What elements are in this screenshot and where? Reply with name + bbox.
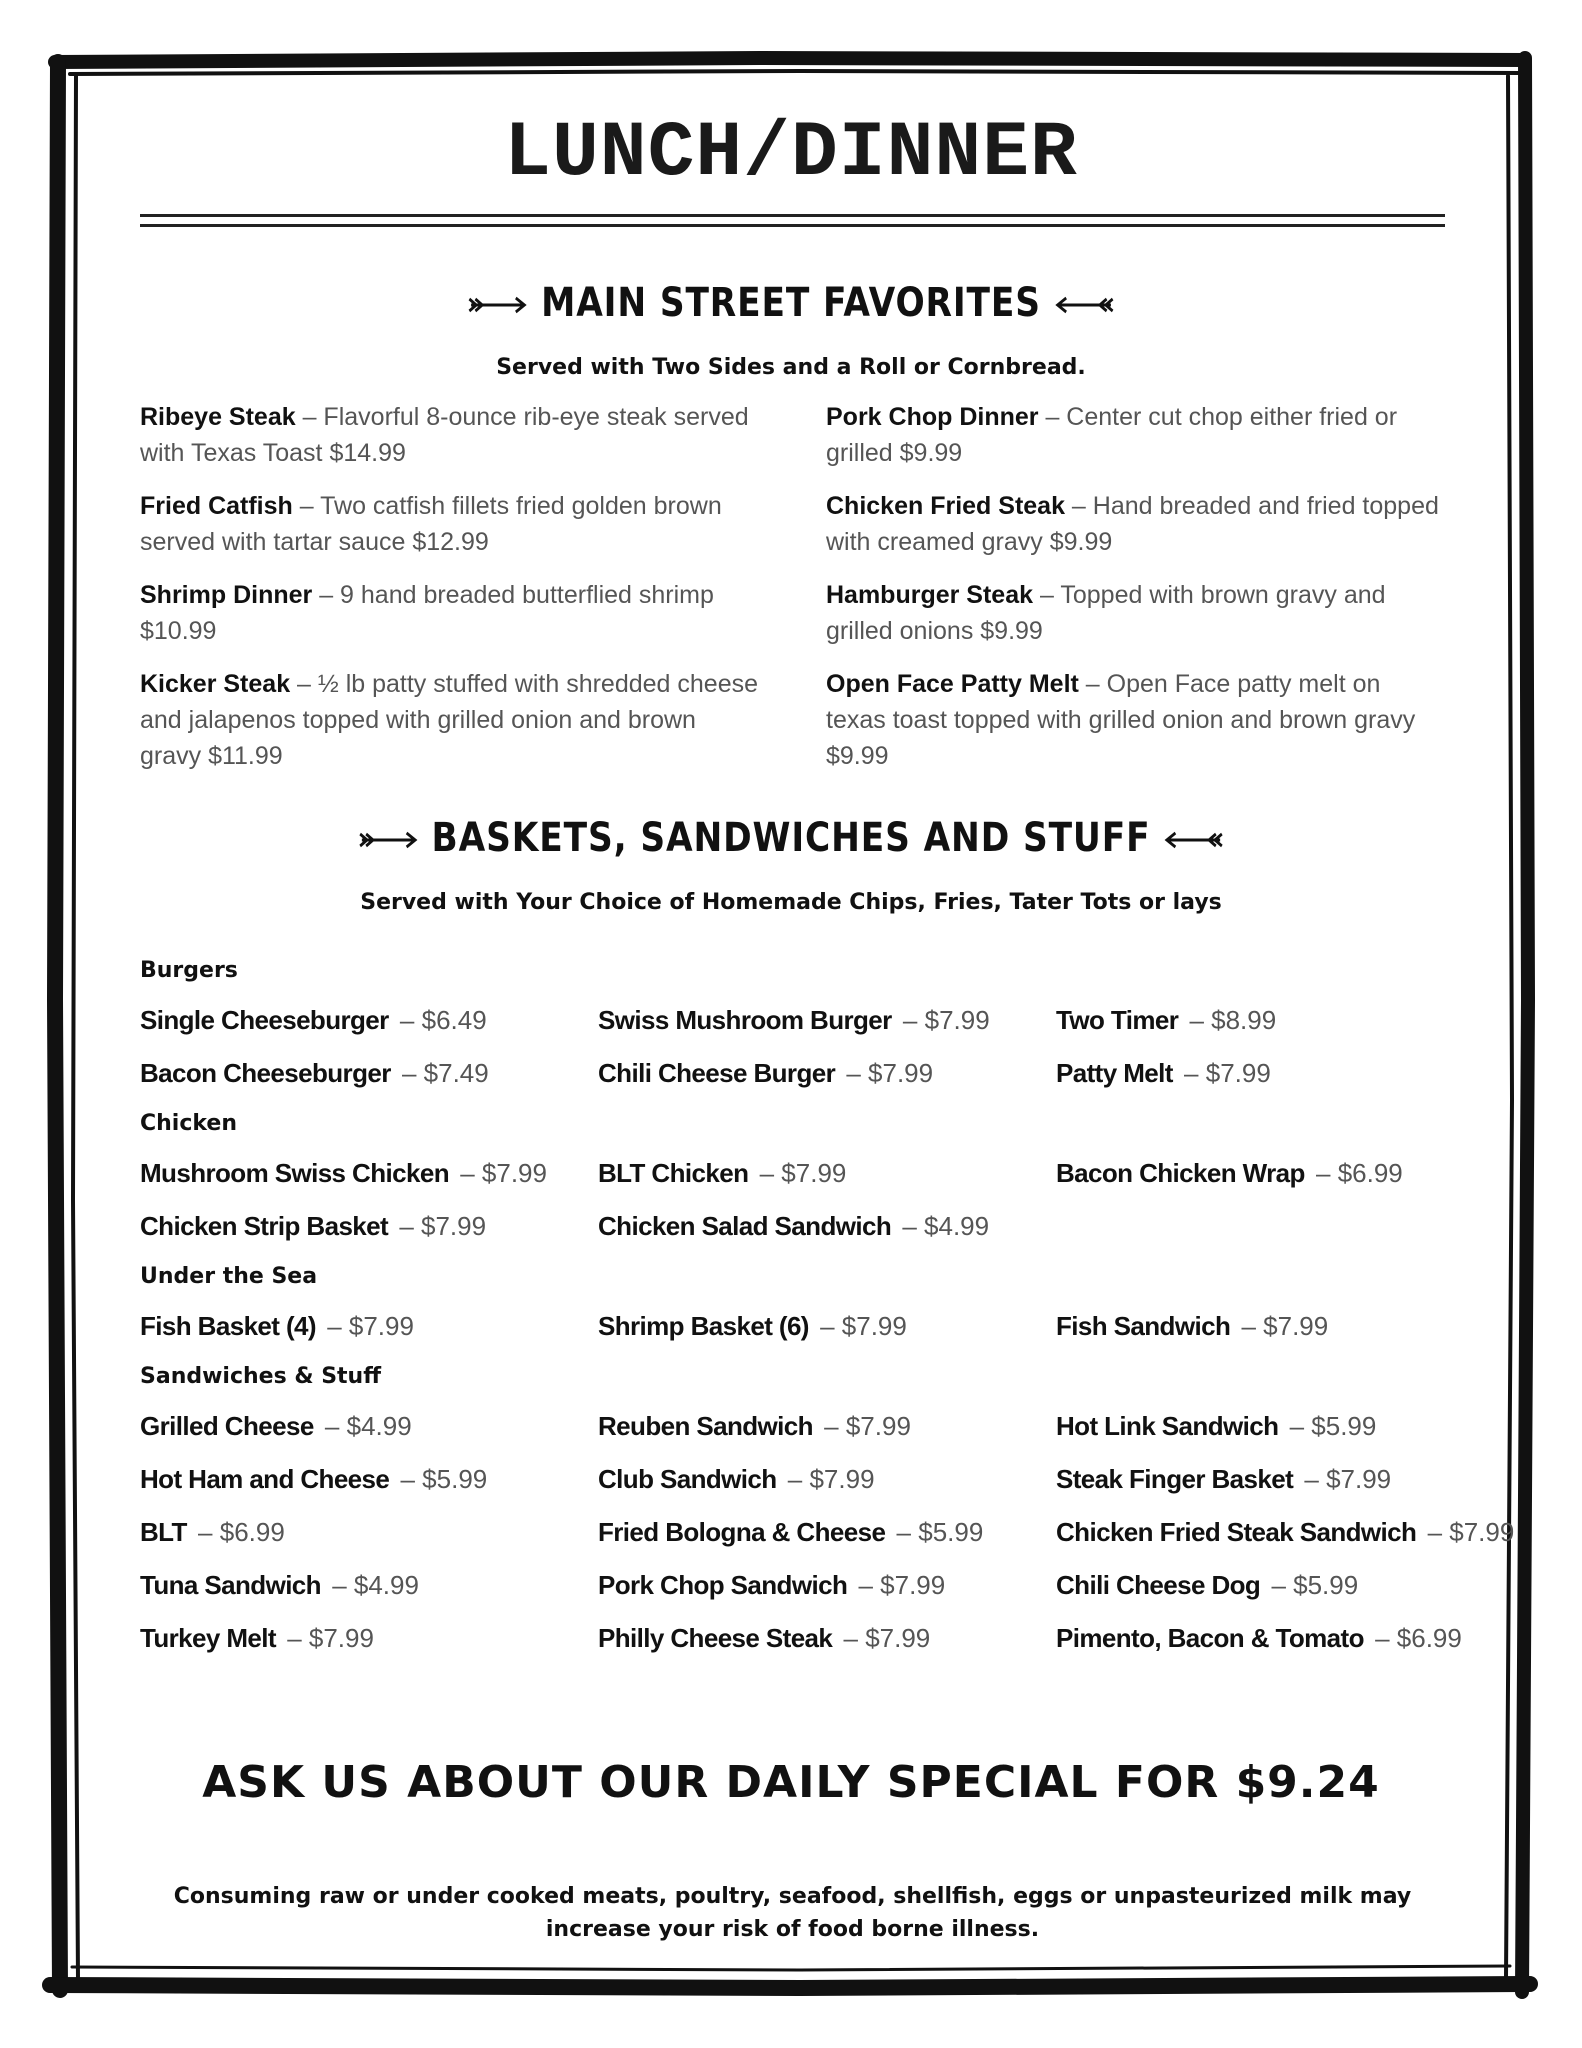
item-price: – $7.99	[327, 1311, 414, 1341]
item-description: – 9 hand breaded butterflied shrimp $10.99	[140, 581, 714, 645]
menu-item	[140, 1311, 414, 1342]
item-price: – $7.99	[858, 1570, 946, 1600]
item-price: – $5.99	[400, 1464, 488, 1494]
section-title-main-street	[111, 280, 1472, 326]
item-name: Turkey Melt	[140, 1623, 276, 1653]
menu-item	[598, 1411, 911, 1442]
item-price: – $7.99	[820, 1311, 907, 1341]
menu-item	[140, 666, 760, 774]
item-price: – $4.99	[324, 1411, 412, 1441]
category-heading: Burgers	[140, 958, 238, 983]
item-price: – $5.99	[1271, 1570, 1359, 1600]
item-name: BLT	[140, 1517, 187, 1547]
menu-item	[1056, 1623, 1462, 1654]
item-price: – $4.99	[332, 1570, 419, 1600]
item-name: Tuna Sandwich	[140, 1570, 321, 1600]
menu-item	[1056, 1570, 1358, 1601]
daily-special-banner: ASK US ABOUT OUR DAILY SPECIAL FOR $9.24	[202, 1757, 1380, 1808]
item-description: – ½ lb patty stuffed with shredded cheese and jalapenos topped with grilled onion and brown gravy $11.99	[140, 670, 759, 770]
item-price: – $7.99	[460, 1158, 547, 1188]
menu-item	[1056, 1411, 1376, 1442]
category-heading: Sandwiches & Stuff	[140, 1364, 382, 1389]
item-price: – $7.99	[824, 1411, 911, 1441]
category-heading: Chicken	[140, 1111, 238, 1136]
item-price: – $5.99	[896, 1517, 984, 1547]
menu-item	[826, 399, 1446, 471]
item-price: – $7.99	[843, 1623, 931, 1653]
item-name: Single Cheeseburger	[140, 1005, 389, 1035]
menu-item	[140, 1058, 489, 1089]
menu-item	[1056, 1464, 1391, 1495]
item-price: – $7.99	[787, 1464, 875, 1494]
item-price: – $6.99	[1375, 1623, 1462, 1653]
menu-item	[140, 1464, 487, 1495]
menu-item	[1056, 1311, 1328, 1342]
item-price: – $7.99	[287, 1623, 374, 1653]
section-subtitle: Served with Your Choice of Homemade Chips, Fries, Tater Tots or lays	[360, 890, 1222, 915]
item-price: – $7.99	[1184, 1058, 1271, 1088]
item-name: Club Sandwich	[598, 1464, 777, 1494]
item-description: – Open Face patty melt on texas toast topped with grilled onion and brown gravy $9.99	[826, 670, 1416, 770]
menu-item	[140, 1517, 285, 1548]
menu-item	[826, 577, 1446, 649]
item-price: – $7.99	[846, 1058, 934, 1088]
item-price: – $7.99	[759, 1158, 847, 1188]
item-name: Bacon Chicken Wrap	[1056, 1158, 1305, 1188]
item-name: Kicker Steak	[140, 670, 291, 698]
section-subtitle: Served with Two Sides and a Roll or Cornbread.	[496, 355, 1086, 380]
item-description: – Center cut chop either fried or grilled $9.99	[826, 403, 1398, 467]
item-price: – $7.49	[401, 1058, 489, 1088]
item-price: – $7.99	[1241, 1311, 1329, 1341]
item-name: Hot Ham and Cheese	[140, 1464, 390, 1494]
menu-item	[140, 577, 760, 649]
item-name: Pork Chop Sandwich	[598, 1570, 848, 1600]
item-name: Hamburger Steak	[826, 581, 1034, 609]
menu-item	[598, 1517, 983, 1548]
item-name: BLT Chicken	[598, 1158, 749, 1188]
item-name: Patty Melt	[1056, 1058, 1173, 1088]
menu-item	[1056, 1005, 1276, 1036]
item-name: Open Face Patty Melt	[826, 670, 1079, 698]
menu-item	[140, 1411, 412, 1442]
arrow-right-icon	[359, 830, 419, 850]
item-price: – $6.49	[399, 1005, 487, 1035]
item-name: Chicken Fried Steak	[826, 492, 1065, 520]
arrow-left-icon	[1054, 295, 1114, 315]
item-name: Ribeye Steak	[140, 403, 296, 431]
food-safety-warning: Consuming raw or under cooked meats, poultry, seafood, shellfish, eggs or unpasteurized milk may increase your risk of food borne illness.	[173, 1884, 1412, 1942]
arrow-right-icon	[468, 295, 528, 315]
menu-item	[598, 1311, 907, 1342]
item-price: – $8.99	[1189, 1005, 1277, 1035]
item-name: Grilled Cheese	[140, 1411, 314, 1441]
menu-item	[140, 1211, 486, 1242]
menu-item	[1056, 1517, 1514, 1548]
section-title-text: BASKETS, SANDWICHES AND STUFF	[431, 815, 1151, 861]
menu-item	[1056, 1158, 1403, 1189]
section-title-text: MAIN STREET FAVORITES	[541, 280, 1041, 326]
title-rule-bottom	[140, 224, 1445, 227]
arrow-left-icon	[1163, 830, 1223, 850]
item-name: Chili Cheese Dog	[1056, 1570, 1261, 1600]
item-price: – $5.99	[1289, 1411, 1377, 1441]
item-name: Pork Chop Dinner	[826, 403, 1039, 431]
menu-item	[140, 488, 760, 560]
section-title-baskets	[111, 815, 1472, 861]
item-name: Reuben Sandwich	[598, 1411, 813, 1441]
item-name: Pimento, Bacon & Tomato	[1056, 1623, 1364, 1653]
category-heading: Under the Sea	[140, 1264, 318, 1289]
item-name: Chicken Salad Sandwich	[598, 1211, 892, 1241]
menu-item	[598, 1570, 945, 1601]
menu-item	[140, 1623, 374, 1654]
menu-item	[826, 666, 1446, 774]
menu-item	[598, 1211, 989, 1242]
item-name: Two Timer	[1056, 1005, 1179, 1035]
item-name: Fish Basket (4)	[140, 1311, 316, 1341]
item-name: Philly Cheese Steak	[598, 1623, 833, 1653]
item-name: Fried Catfish	[140, 492, 293, 520]
item-name: Steak Finger Basket	[1056, 1464, 1294, 1494]
menu-item	[826, 488, 1446, 560]
menu-item	[1056, 1058, 1271, 1089]
item-description: – Flavorful 8-ounce rib-eye steak served with Texas Toast $14.99	[140, 403, 749, 467]
menu-item	[598, 1623, 930, 1654]
item-name: Chicken Strip Basket	[140, 1211, 389, 1241]
item-price: – $6.99	[198, 1517, 285, 1547]
menu-item	[598, 1158, 846, 1189]
item-name: Swiss Mushroom Burger	[598, 1005, 892, 1035]
menu-item	[140, 1570, 419, 1601]
item-name: Mushroom Swiss Chicken	[140, 1158, 449, 1188]
menu-title: LUNCH/DINNER	[504, 110, 1078, 198]
item-price: – $6.99	[1316, 1158, 1403, 1188]
item-name: Chicken Fried Steak Sandwich	[1056, 1517, 1417, 1547]
item-name: Shrimp Basket (6)	[598, 1311, 809, 1341]
item-name: Chili Cheese Burger	[598, 1058, 836, 1088]
item-price: – $7.99	[399, 1211, 487, 1241]
menu-item	[598, 1058, 933, 1089]
item-name: Bacon Cheeseburger	[140, 1058, 391, 1088]
item-description: – Two catfish fillets fried golden brown served with tartar sauce $12.99	[140, 492, 722, 556]
item-price: – $4.99	[902, 1211, 990, 1241]
menu-item	[140, 1005, 487, 1036]
item-name: Fried Bologna & Cheese	[598, 1517, 886, 1547]
item-name: Fish Sandwich	[1056, 1311, 1231, 1341]
item-description: – Hand breaded and fried topped with creamed gravy $9.99	[826, 492, 1439, 556]
item-price: – $7.99	[902, 1005, 990, 1035]
menu-item	[140, 1158, 547, 1189]
item-description: – Topped with brown gravy and grilled onions $9.99	[826, 581, 1386, 645]
item-name: Shrimp Dinner	[140, 581, 313, 609]
menu-item	[598, 1464, 875, 1495]
item-price: – $7.99	[1304, 1464, 1392, 1494]
item-price: – $7.99	[1427, 1517, 1515, 1547]
menu-item	[140, 399, 760, 471]
title-rule-top	[140, 214, 1445, 217]
item-name: Hot Link Sandwich	[1056, 1411, 1279, 1441]
menu-item	[598, 1005, 990, 1036]
